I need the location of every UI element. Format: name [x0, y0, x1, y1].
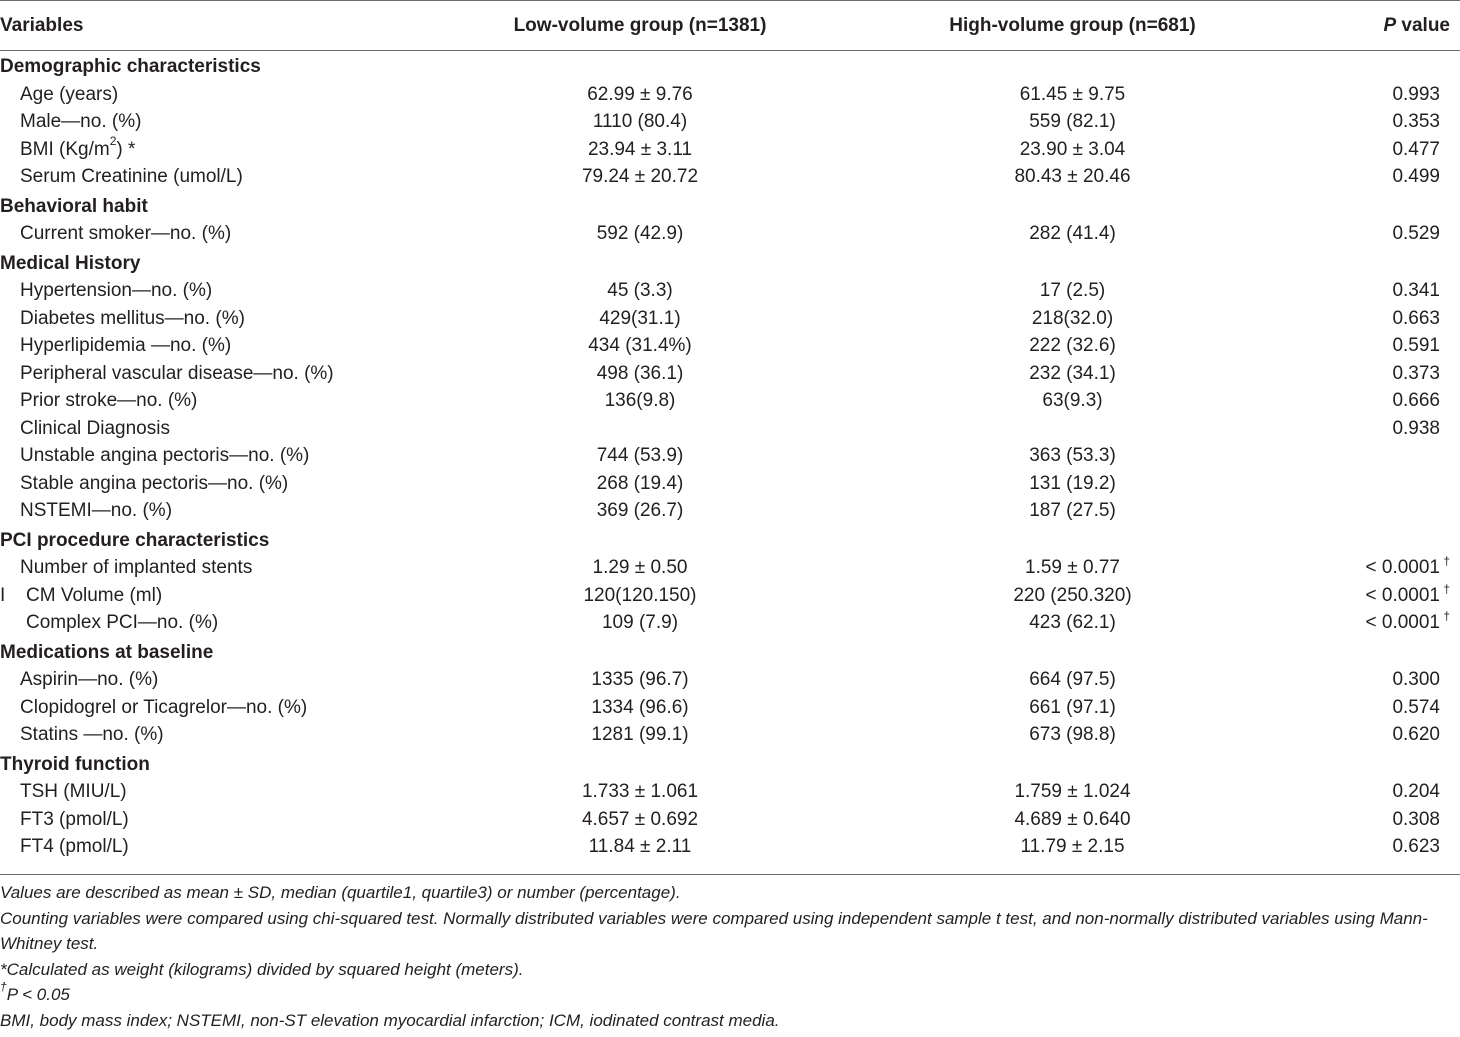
p-value-cell — [1305, 220, 1460, 248]
high-volume-value: 1.759 ± 1.024 — [1014, 781, 1131, 802]
p-value-cell — [1305, 721, 1460, 749]
high-volume-value: 664 (97.5) — [1029, 669, 1116, 690]
row-label: NSTEMI—no. (%) — [20, 500, 173, 521]
p-value-cell — [1305, 81, 1460, 109]
p-value: < 0.0001 † — [1365, 554, 1450, 578]
p-value-cell — [1305, 554, 1460, 582]
p-value-cell — [1305, 332, 1460, 360]
section-title: Thyroid function — [0, 753, 150, 775]
row-label: Current smoker—no. (%) — [20, 223, 232, 244]
row-label-cell — [0, 582, 440, 610]
table-footnotes — [0, 880, 1460, 1033]
p-value: 0.529 — [1392, 223, 1440, 244]
low-volume-value: 369 (26.7) — [596, 500, 684, 521]
p-value-cell — [1305, 806, 1460, 834]
low-volume-value: 268 (19.4) — [596, 472, 684, 494]
row-label: FT3 (pmol/L) — [20, 808, 129, 830]
table-row — [0, 778, 1460, 806]
low-volume-value: 1.29 ± 0.50 — [592, 557, 688, 578]
high-volume-value: 63(9.3) — [1042, 390, 1103, 411]
table-row — [0, 833, 1460, 861]
table-row — [0, 108, 1460, 136]
row-label-suffix: ) * — [116, 138, 136, 160]
row-label-cell — [0, 721, 440, 749]
high-volume-value: 23.90 ± 3.04 — [1019, 138, 1126, 160]
p-value-cell — [1305, 277, 1460, 305]
row-label-cell — [0, 81, 440, 109]
high-volume-value: 222 (32.6) — [1029, 335, 1116, 356]
p-value: 0.620 — [1392, 724, 1440, 745]
row-label: FT4 (pmol/L) — [20, 836, 129, 857]
row-label-cell — [0, 470, 440, 498]
p-value-cell — [1305, 470, 1460, 498]
row-label-cell — [0, 806, 440, 834]
row-prefix-mark: I — [0, 584, 6, 606]
high-volume-value: 218(32.0) — [1031, 307, 1114, 329]
p-value: 0.341 — [1392, 280, 1440, 301]
row-label: Hypertension—no. (%) — [20, 280, 213, 301]
p-value-cell — [1305, 415, 1460, 443]
p-value-cell — [1305, 442, 1460, 470]
row-label-cell — [0, 387, 440, 415]
row-label-cell — [0, 220, 440, 248]
low-volume-value: 1335 (96.7) — [591, 669, 689, 690]
row-label: Age (years) — [20, 83, 119, 105]
low-volume-value: 744 (53.9) — [596, 445, 684, 466]
header-high-volume-group: High-volume group (n=681) — [840, 1, 1305, 51]
high-volume-value: 559 (82.1) — [1029, 111, 1116, 132]
section-header-row — [0, 525, 1460, 555]
low-volume-value: 592 (42.9) — [596, 223, 684, 244]
row-label-cell — [0, 136, 440, 164]
high-volume-value: 220 (250.320) — [1013, 584, 1132, 606]
p-value: 0.300 — [1392, 669, 1440, 690]
p-value: 0.353 — [1392, 111, 1440, 132]
low-volume-value: 79.24 ± 20.72 — [581, 166, 699, 187]
table-header-row — [0, 1, 1460, 51]
low-volume-value: 1.733 ± 1.061 — [581, 781, 699, 802]
low-volume-value: 434 (31.4%) — [588, 335, 692, 356]
table-body — [0, 51, 1460, 861]
section-title: Behavioral habit — [0, 195, 148, 217]
significance-dagger: † — [1443, 581, 1450, 596]
table-bottom-rule — [0, 874, 1460, 875]
low-volume-value: 1110 (80.4) — [592, 111, 688, 132]
table-row — [0, 694, 1460, 722]
table-row — [0, 332, 1460, 360]
p-value-cell — [1305, 694, 1460, 722]
p-value-cell — [1305, 360, 1460, 388]
low-volume-value: 11.84 ± 2.11 — [588, 836, 692, 857]
section-title: Medical History — [0, 252, 141, 274]
low-volume-value: 109 (7.9) — [601, 612, 679, 633]
section-header-row — [0, 51, 1460, 81]
low-volume-value: 4.657 ± 0.692 — [581, 808, 699, 830]
table-row — [0, 415, 1460, 443]
header-p-rest: value — [1396, 14, 1450, 36]
p-value: 0.477 — [1392, 138, 1440, 160]
table-row — [0, 470, 1460, 498]
high-volume-value: 232 (34.1) — [1029, 362, 1116, 384]
table-row — [0, 387, 1460, 415]
row-label-cell — [0, 666, 440, 694]
row-label: Peripheral vascular disease—no. (%) — [20, 362, 334, 384]
p-value-cell — [1305, 108, 1460, 136]
footnote-abbreviations: BMI, body mass index; NSTEMI, non-ST elevation myocardial infarction; ICM, iodinated contrast media. — [0, 1010, 780, 1030]
table-row — [0, 582, 1460, 610]
p-value-cell — [1305, 666, 1460, 694]
row-label-cell — [0, 778, 440, 806]
high-volume-value: 61.45 ± 9.75 — [1019, 83, 1126, 105]
high-volume-value: 363 (53.3) — [1029, 445, 1116, 466]
header-low-volume-group: Low-volume group (n=1381) — [440, 1, 840, 51]
p-value: 0.499 — [1392, 166, 1440, 187]
row-label-cell — [0, 332, 440, 360]
high-volume-value: 187 (27.5) — [1029, 500, 1116, 521]
p-value: 0.308 — [1392, 808, 1440, 830]
p-value-cell — [1305, 778, 1460, 806]
section-title: Demographic characteristics — [0, 56, 261, 77]
row-label-cell — [0, 833, 440, 861]
footnote-values: Values are described as mean ± SD, median (quartile1, quartile3) or number (percentage). — [0, 883, 681, 902]
low-volume-value: 62.99 ± 9.76 — [587, 83, 693, 105]
table-row — [0, 305, 1460, 333]
row-label-cell — [0, 694, 440, 722]
table-row — [0, 666, 1460, 694]
high-volume-value: 17 (2.5) — [1039, 280, 1106, 301]
row-label: Statins —no. (%) — [20, 724, 164, 745]
row-label-cell — [0, 497, 440, 525]
header-p-value — [1305, 1, 1460, 51]
row-label-text: BMI (Kg/m — [20, 138, 110, 160]
table-row — [0, 554, 1460, 582]
p-value: 0.663 — [1392, 307, 1440, 329]
row-label-cell — [0, 442, 440, 470]
row-label-cell — [0, 554, 440, 582]
row-label-cell — [0, 609, 440, 637]
row-label: CM Volume (ml) — [26, 584, 163, 606]
table-row — [0, 721, 1460, 749]
p-value-cell — [1305, 136, 1460, 164]
high-volume-value: 673 (98.8) — [1029, 724, 1116, 745]
section-header-row — [0, 637, 1460, 667]
row-label: Serum Creatinine (umol/L) — [20, 166, 243, 187]
p-value-cell — [1305, 163, 1460, 191]
p-value: 0.373 — [1392, 362, 1440, 384]
p-value: < 0.0001 † — [1365, 609, 1450, 633]
row-label: Stable angina pectoris—no. (%) — [20, 472, 289, 494]
high-volume-value: 11.79 ± 2.15 — [1020, 836, 1125, 857]
row-label: Aspirin—no. (%) — [20, 669, 159, 690]
section-title: Medications at baseline — [0, 641, 214, 663]
low-volume-value: 1334 (96.6) — [591, 696, 689, 718]
low-volume-value: 429(31.1) — [599, 307, 681, 329]
footnote-bmi: *Calculated as weight (kilograms) divided by squared height (meters). — [0, 959, 524, 979]
p-value: 0.591 — [1392, 335, 1440, 356]
low-volume-value: 498 (36.1) — [596, 362, 684, 384]
low-volume-value — [440, 415, 840, 443]
row-label-cell — [0, 415, 440, 443]
high-volume-value: 282 (41.4) — [1029, 223, 1116, 244]
footnote-dagger: † — [0, 980, 7, 995]
row-label-cell — [0, 277, 440, 305]
significance-dagger: † — [1443, 609, 1450, 623]
row-label: Number of implanted stents — [20, 557, 253, 578]
significance-dagger: † — [1443, 554, 1450, 568]
p-value: 0.204 — [1392, 781, 1440, 802]
row-label: Hyperlipidemia —no. (%) — [20, 335, 232, 356]
row-label: TSH (MIU/L) — [20, 781, 127, 802]
header-p-letter: P — [1383, 14, 1397, 36]
high-volume-value: 80.43 ± 20.46 — [1014, 166, 1131, 187]
row-label-superscript: 2 — [109, 134, 117, 149]
high-volume-value: 1.59 ± 0.77 — [1025, 557, 1120, 578]
row-label-cell — [0, 108, 440, 136]
row-label: Male—no. (%) — [20, 111, 142, 132]
row-label: Complex PCI—no. (%) — [26, 612, 219, 633]
row-label: Diabetes mellitus—no. (%) — [20, 307, 245, 329]
row-label: Clinical Diagnosis — [20, 417, 170, 439]
p-value-cell — [1305, 609, 1460, 637]
table-row — [0, 136, 1460, 164]
high-volume-value: 4.689 ± 0.640 — [1014, 808, 1131, 830]
p-value: 0.666 — [1392, 390, 1440, 411]
table-row — [0, 497, 1460, 525]
footnote-tests: Counting variables were compared using chi-squared test. Normally distributed variables were compared using independent sample t test, and non-normally distributed variables using Mann-Whitney test. — [0, 908, 1428, 953]
row-label-cell — [0, 305, 440, 333]
footnote-significance-text: P < 0.05 — [6, 985, 70, 1004]
p-value-cell — [1305, 305, 1460, 333]
section-title: PCI procedure characteristics — [0, 529, 270, 551]
p-value-cell — [1305, 833, 1460, 861]
header-variables: Variables — [0, 1, 440, 51]
row-label-cell — [0, 163, 440, 191]
section-header-row — [0, 191, 1460, 221]
low-volume-value: 23.94 ± 3.11 — [587, 138, 693, 160]
high-volume-value: 423 (62.1) — [1029, 612, 1116, 633]
high-volume-value: 661 (97.1) — [1029, 696, 1116, 718]
table-row — [0, 609, 1460, 637]
p-value: 0.574 — [1392, 696, 1440, 718]
row-label: Prior stroke—no. (%) — [20, 390, 198, 411]
table-row — [0, 360, 1460, 388]
high-volume-value: 131 (19.2) — [1029, 472, 1116, 494]
table-row — [0, 81, 1460, 109]
row-label: Unstable angina pectoris—no. (%) — [20, 445, 310, 466]
p-value: 0.623 — [1392, 836, 1440, 857]
p-value-cell — [1305, 582, 1460, 610]
low-volume-value: 120(120.150) — [583, 584, 697, 606]
table-row — [0, 277, 1460, 305]
footnote-significance — [0, 982, 1460, 1008]
table-row — [0, 442, 1460, 470]
section-header-row — [0, 749, 1460, 779]
low-volume-value: 45 (3.3) — [607, 280, 673, 301]
table-row — [0, 220, 1460, 248]
p-value: 0.938 — [1392, 417, 1440, 439]
table-row — [0, 163, 1460, 191]
p-value: 0.993 — [1392, 83, 1440, 105]
low-volume-value: 1281 (99.1) — [591, 724, 689, 745]
low-volume-value: 136(9.8) — [604, 390, 676, 411]
row-label — [0, 136, 135, 164]
p-value: < 0.0001 † — [1365, 581, 1450, 606]
p-value-cell — [1305, 497, 1460, 525]
table-row — [0, 806, 1460, 834]
row-label: Clopidogrel or Ticagrelor—no. (%) — [20, 696, 308, 718]
p-value-cell — [1305, 387, 1460, 415]
high-volume-value — [840, 415, 1305, 443]
section-header-row — [0, 248, 1460, 278]
row-label-cell — [0, 360, 440, 388]
